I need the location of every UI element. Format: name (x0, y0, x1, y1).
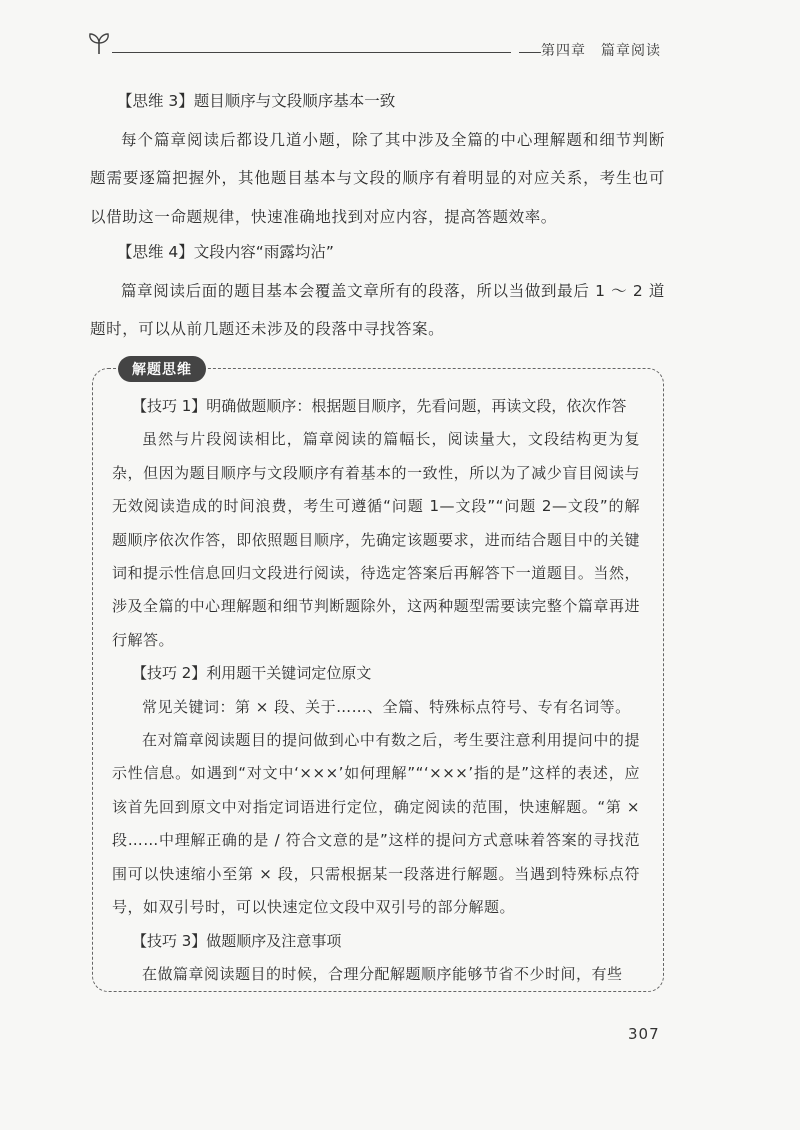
sprout-icon (86, 30, 112, 56)
section-thinking-3 (90, 82, 665, 236)
section-thinking-4 (90, 233, 665, 349)
section-paragraph: 篇章阅读后面的题目基本会覆盖文章所有的段落，所以当做到最后 1 ～ 2 道题时，可以从前几题还未涉及的段落中寻找答案。 (90, 281, 665, 338)
tip-paragraph: 在对篇章阅读题目的提问做到心中有数之后，考生要注意利用提问中的提示性信息。如遇到“对文中‘×××’如何理解”“‘×××’指的是”这样的表述，应该首先回到原文中对指定词语进行定位，确定阅读的范围，快速解题。“第 × 段……中理解正确的是 / 符合文意的是”这样的提问方式意味着答案的寻找范围可以快速缩小至第 × 段，只需根据某一段落进行解题。当遇到特殊标点符号，如双引号时，可以快速定位文段中双引号的部分解题。 (112, 731, 640, 917)
tip-heading: 【技巧 2】利用题干关键词定位原文 (132, 664, 372, 683)
tip-paragraph: 在做篇章阅读题目的时候，合理分配解题顺序能够节省不少时间，有些 (142, 964, 623, 983)
tip-heading: 【技巧 3】做题顺序及注意事项 (132, 931, 342, 950)
tip-paragraph: 虽然与片段阅读相比，篇章阅读的篇幅长，阅读量大，文段结构更为复杂，但因为题目顺序与文段顺序有着基本的一致性，所以为了减少盲目阅读与无效阅读造成的时间浪费，考生可遵循“问题 1—文段”“问题 2—文段”的解题顺序依次作答，即依照题目顺序，先确定该题要求，进而结合题目中的关键词和提示性信息回归文段进行阅读，待选定答案后再解答下一道题目。当然，涉及全篇的中心理解题和细节判断题除外，这两种题型需要读完整个篇章再进行解答。 (112, 430, 640, 649)
tip-heading: 【技巧 1】明确做题顺序：根据题目顺序，先看问题，再读文段，依次作答 (132, 397, 627, 415)
tips-box-label: 解题思维 (118, 356, 206, 382)
page-header (86, 28, 671, 58)
header-rule (112, 52, 511, 53)
section-paragraph: 每个篇章阅读后都设几道小题，除了其中涉及全篇的中心理解题和细节判断题需要逐篇把握外，其他题目基本与文段的顺序有着明显的对应关系，考生也可以借助这一命题规律，快速准确地找到对应内容，提高答题效率。 (90, 130, 665, 226)
header-rule-tail (519, 52, 541, 53)
page-number: 307 (628, 1025, 660, 1043)
tips-box-content (112, 390, 640, 991)
chapter-title: 第四章 篇章阅读 (541, 43, 661, 59)
section-heading: 【思维 3】题目顺序与文段顺序基本一致 (117, 92, 396, 110)
section-heading: 【思维 4】文段内容“雨露均沾” (117, 243, 334, 261)
tip-paragraph: 常见关键词：第 × 段、关于……、全篇、特殊标点符号、专有名词等。 (142, 697, 631, 716)
